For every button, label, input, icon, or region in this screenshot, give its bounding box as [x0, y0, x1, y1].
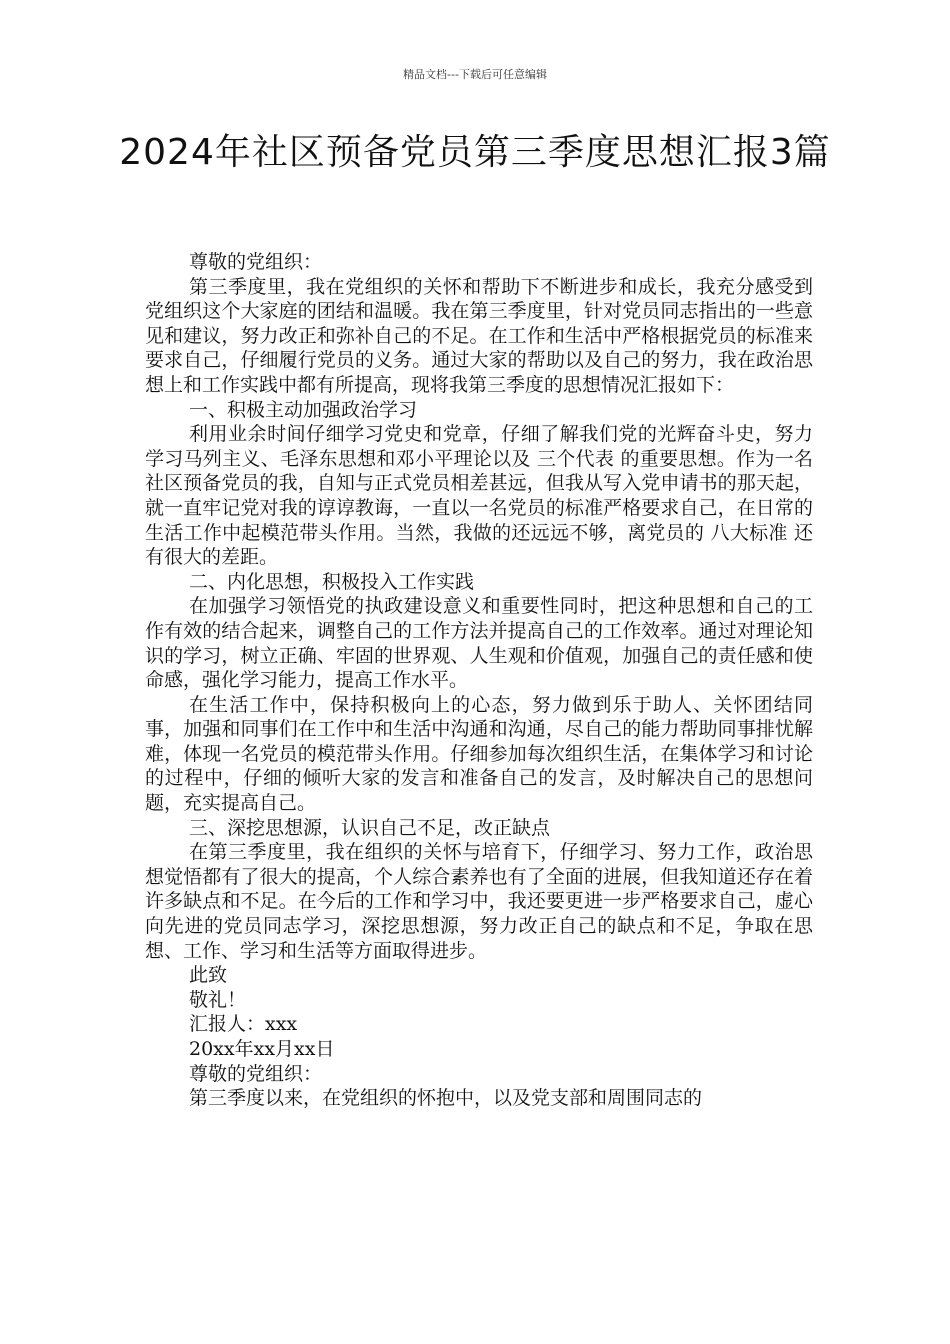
- date-line: 20xx年xx月xx日: [189, 1038, 335, 1060]
- document-body: [145, 250, 813, 1111]
- paragraph: 第三季度以来，在党组织的怀抱中，以及党支部和周围同志的: [189, 1087, 703, 1110]
- paragraph: 在加强学习领悟党的执政建设意义和重要性同时，把这种思想和自己的工作有效的结合起来，调整自己的工作方法并提高自己的工作效率。通过对理论知识的学习，树立正确、牢固的世界观、人生观和价值观，加强自己的责任感和使命感，强化学习能力，提高工作水平。: [145, 595, 813, 692]
- closing-line: 此致: [189, 964, 228, 987]
- section-heading: 一、积极主动加强政治学习: [189, 398, 418, 421]
- section-heading: 三、深挖思想源，认识自己不足，改正缺点: [189, 816, 551, 839]
- header-note: 精品文档---下载后可任意编辑: [403, 68, 547, 81]
- paragraph: 利用业余时间仔细学习党史和党章，仔细了解我们党的光辉奋斗史，努力学习马列主义、毛泽东思想和邓小平理论以及 三个代表 的重要思想。作为一名社区预备党员的我，自知与正式党员相差甚远，但我从写入党申请书的那天起，就一直牢记党对我的谆谆教诲，一直以一名党员的标准严格要求自己，在日常的生活工作中起模范带头作用。当然，我做的还远远不够，离党员的 八大标准 还有很大的差距。: [145, 423, 813, 569]
- salutation: 尊敬的党组织：: [189, 251, 323, 273]
- salutation: 尊敬的党组织：: [189, 1062, 323, 1085]
- section-heading: 二、内化思想，积极投入工作实践: [189, 570, 475, 593]
- paragraph: 第三季度里，我在党组织的关怀和帮助下不断进步和成长，我充分感受到党组织这个大家庭的团结和温暖。我在第三季度里，针对党员同志指出的一些意见和建议，努力改正和弥补自己的不足。在工作和生活中严格根据党员的标准来要求自己，仔细履行党员的义务。通过大家的帮助以及自己的努力，我在政治思想上和工作实践中都有所提高，现将我第三季度的思想情况汇报如下：: [145, 275, 813, 396]
- paragraph: 在生活工作中，保持积极向上的心态，努力做到乐于助人、关怀团结同事，加强和同事们在工作中和生活中沟通和沟通，尽自己的能力帮助同事排忧解难，体现一名党员的模范带头作用。仔细参加每次组织生活，在集体学习和讨论的过程中，仔细的倾听大家的发言和准备自己的发言，及时解决自己的思想问题，充实提高自己。: [145, 693, 813, 815]
- document-title: 2024年社区预备党员第三季度思想汇报3篇: [119, 132, 831, 173]
- paragraph: 在第三季度里，我在组织的关怀与培育下，仔细学习、努力工作，政治思想觉悟都有了很大的提高，个人综合素养也有了全面的进展，但我知道还存在着许多缺点和不足。在今后的工作和学习中，我还要更进一步严格要求自己，虚心向先进的党员同志学习，深挖思想源，努力改正自己的缺点和不足，争取在思想、工作、学习和生活等方面取得进步。: [145, 841, 813, 962]
- closing-line: 敬礼！: [189, 988, 247, 1011]
- reporter-line: 汇报人：xxx: [189, 1013, 298, 1036]
